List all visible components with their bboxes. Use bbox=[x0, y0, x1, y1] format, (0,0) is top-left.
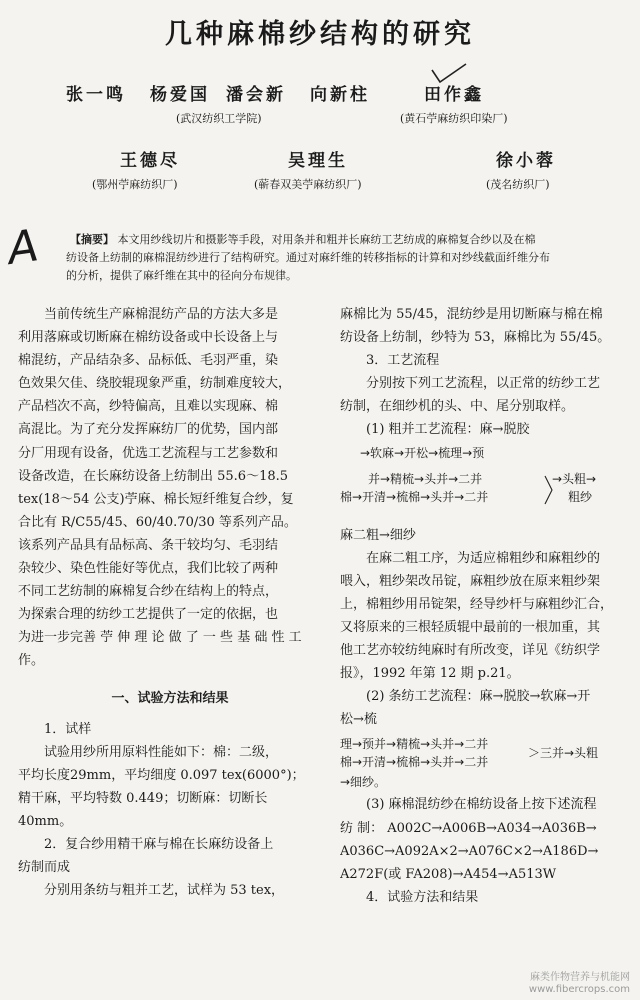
text-line: 麻棉比为 55/45，混纺纱是用切断麻与棉在棉 bbox=[340, 307, 603, 322]
watermark-line: 麻类作物营养与机能网 bbox=[530, 972, 630, 983]
text-line: 纺设备上纺制，纱特为 53，麻棉比为 55/45。 bbox=[340, 330, 611, 346]
text-line: 2．复合纱用精干麻与棉在长麻纺设备上 bbox=[44, 837, 274, 853]
text-line: 麻二粗→细纱 bbox=[340, 527, 416, 543]
author-name: 田作鑫 bbox=[424, 85, 484, 105]
text-line: 试验用纱所用原料性能如下：棉：二级， bbox=[44, 744, 279, 760]
text-line: 又将原来的三根轻质辊中最前的一根加重，其 bbox=[340, 619, 601, 635]
author-name: 张一鸣 bbox=[66, 85, 126, 105]
site-watermark bbox=[529, 972, 630, 996]
merge-bracket-icon bbox=[544, 472, 554, 508]
author-affiliation: (武汉纺织工学院) bbox=[176, 112, 262, 125]
right-paragraph bbox=[340, 524, 636, 732]
flow-line: 棉→开清→梳棉→头并→二并 bbox=[340, 489, 489, 504]
process-flow-1 bbox=[340, 444, 636, 522]
flow-line: →细纱。 bbox=[340, 775, 387, 790]
section-body bbox=[18, 718, 322, 903]
author-affiliation: (蕲春双美苧麻纺织厂) bbox=[254, 178, 362, 191]
author-affiliation: (黄石苧麻纺织印染厂) bbox=[400, 112, 508, 125]
flow-line: 理→预并→精梳→头并→二并 bbox=[340, 737, 489, 752]
text-line: 杂较少、染色性能好等优点，我们比较了两种 bbox=[18, 561, 279, 577]
text-line: 3．工艺流程 bbox=[366, 353, 440, 369]
text-line: 不同工艺纺制的麻棉复合纱在结构上的特点， bbox=[18, 584, 279, 600]
author-name: 吴理生 bbox=[288, 151, 348, 171]
text-line: 在麻二粗工序，为适应棉粗纱和麻粗纱的 bbox=[366, 550, 601, 566]
text-line: 松→梳 bbox=[340, 712, 377, 728]
text-line: 色效果欠佳、绕胶辊现象严重，纺制难度较大， bbox=[18, 376, 292, 392]
text-line: 分厂用现有设备，优选工艺流程与工艺参数和 bbox=[18, 445, 279, 461]
text-line: 该系列产品具有品标高、条干较均匀、毛羽结 bbox=[18, 537, 279, 553]
process-flow-2 bbox=[340, 733, 636, 791]
section-heading: 一、试验方法和结果 bbox=[111, 690, 229, 706]
text-line: 上，棉粗纱用吊锭架，经导纱杆与麻粗纱汇合， bbox=[340, 596, 614, 612]
flow-line: 棉→开清→梳棉→头并→二并 bbox=[340, 755, 489, 770]
abstract-line-3: 的分析，提供了麻纤维在其中的径向分布规律。 bbox=[66, 269, 297, 282]
handwritten-mark: A bbox=[4, 220, 42, 275]
intro-paragraph bbox=[18, 303, 322, 673]
text-line: 喂入，粗纱架改吊锭，麻粗纱放在原来粗纱架 bbox=[340, 573, 601, 589]
author-name: 潘会新 bbox=[226, 85, 286, 105]
abstract bbox=[66, 231, 606, 285]
right-paragraph bbox=[340, 793, 636, 908]
author-affiliation: (鄂州苧麻纺织厂) bbox=[92, 178, 178, 191]
text-line: 40mm。 bbox=[18, 813, 73, 829]
text-line: 设备改造，在长麻纺设备上纺制出 55.6～18.5 bbox=[18, 468, 289, 484]
text-line: 纺制而成 bbox=[18, 860, 71, 876]
text-line: 为进一步完善 苧 伸 理 论 做 了 一 些 基 础 性 工 bbox=[18, 630, 302, 646]
author-name: 徐小蓉 bbox=[496, 151, 556, 171]
flow-line: 并→精梳→头并→二并 bbox=[368, 471, 483, 486]
text-line: tex(18～54 公支)苧麻、棉长短纤维复合纱，复 bbox=[18, 491, 294, 507]
text-line: A272F(或 FA208)→A454→A513W bbox=[340, 866, 557, 882]
flow-line: →软麻→开松→梳理→预 bbox=[360, 445, 485, 460]
right-column bbox=[340, 303, 636, 909]
text-line: 利用落麻或切断麻在棉纺设备或中长设备上与 bbox=[18, 330, 279, 346]
text-line: 产品档次不高，纱特偏高，且难以实现麻、棉 bbox=[18, 399, 279, 415]
text-line: 1．试样 bbox=[44, 721, 92, 737]
abstract-line-1 bbox=[66, 231, 606, 249]
author-name: 向新柱 bbox=[310, 85, 370, 105]
text-line: A036C→A092A×2→A076C×2→A186D→ bbox=[340, 843, 599, 859]
text-line: 分别按下列工艺流程，以正常的纺纱工艺 bbox=[366, 376, 601, 392]
text-line: 为探索合理的纺纱工艺提供了一定的依据，也 bbox=[18, 607, 279, 623]
abstract-label: 【摘要】 bbox=[70, 233, 114, 246]
author-name: 杨爱国 bbox=[150, 85, 210, 105]
text-line: 他工艺亦较纺纯麻时有所改变，详见《纺织学 bbox=[340, 643, 601, 659]
author-affiliation: (茂名纺织厂) bbox=[486, 178, 550, 191]
text-line: 精干麻，平均特数 0.449；切断麻：切断长 bbox=[18, 790, 268, 806]
text-line: (2) 条纺工艺流程：麻→脱胶→软麻→开 bbox=[366, 689, 591, 705]
abstract-line-2: 纺设备上纺制的麻棉混纺纱进行了结构研究。通过对麻纤维的转移指标的计算和对纱线截面纤维分布 bbox=[66, 251, 550, 264]
paper-title: 几种麻棉纱结构的研究 bbox=[165, 19, 475, 50]
text-line: (3) 麻棉混纺纱在棉纺设备上按下述流程 bbox=[366, 797, 597, 813]
text-line: (1) 粗并工艺流程：麻→脱胶 bbox=[366, 422, 530, 438]
right-paragraph bbox=[340, 303, 636, 442]
text-line: 分别用条纺与粗并工艺，试样为 53 tex， bbox=[44, 883, 285, 899]
text-line: 平均长度29mm，平均细度 0.097 tex(6000°)； bbox=[18, 767, 305, 783]
left-column bbox=[18, 303, 322, 902]
text-line: 纺制，在细纱机的头、中、尾分别取样。 bbox=[340, 399, 575, 415]
abstract-text: 本文用纱线切片和摄影等手段，对用条并和粗并长麻纺工艺纺成的麻棉复合纱以及在棉 bbox=[117, 233, 536, 246]
flow-line: ＞三并→头粗 bbox=[528, 746, 599, 761]
author-name: 王德尽 bbox=[120, 151, 180, 171]
text-line: 报》，1992 年第 12 期 p.21。 bbox=[340, 666, 520, 682]
flow-line: →头粗→ bbox=[552, 471, 597, 486]
text-line: 高混比。为了充分发挥麻纺厂的优势，国内部 bbox=[18, 422, 279, 438]
watermark-line: www.fibercrops.com bbox=[528, 984, 630, 995]
flow-line: 粗纱 bbox=[568, 489, 593, 504]
text-line: 作。 bbox=[18, 653, 45, 669]
text-line: 4．试验方法和结果 bbox=[366, 889, 479, 905]
text-line: 棉混纺，产品结杂多、品标低、毛羽严重，染 bbox=[18, 353, 279, 369]
text-line: 合比有 R/C55/45、60/40.70/30 等系列产品。 bbox=[18, 514, 297, 530]
text-line: 纺 制： A002C→A006B→A034→A036B→ bbox=[340, 820, 597, 836]
text-line: 当前传统生产麻棉混纺产品的方法大多是 bbox=[44, 307, 279, 322]
